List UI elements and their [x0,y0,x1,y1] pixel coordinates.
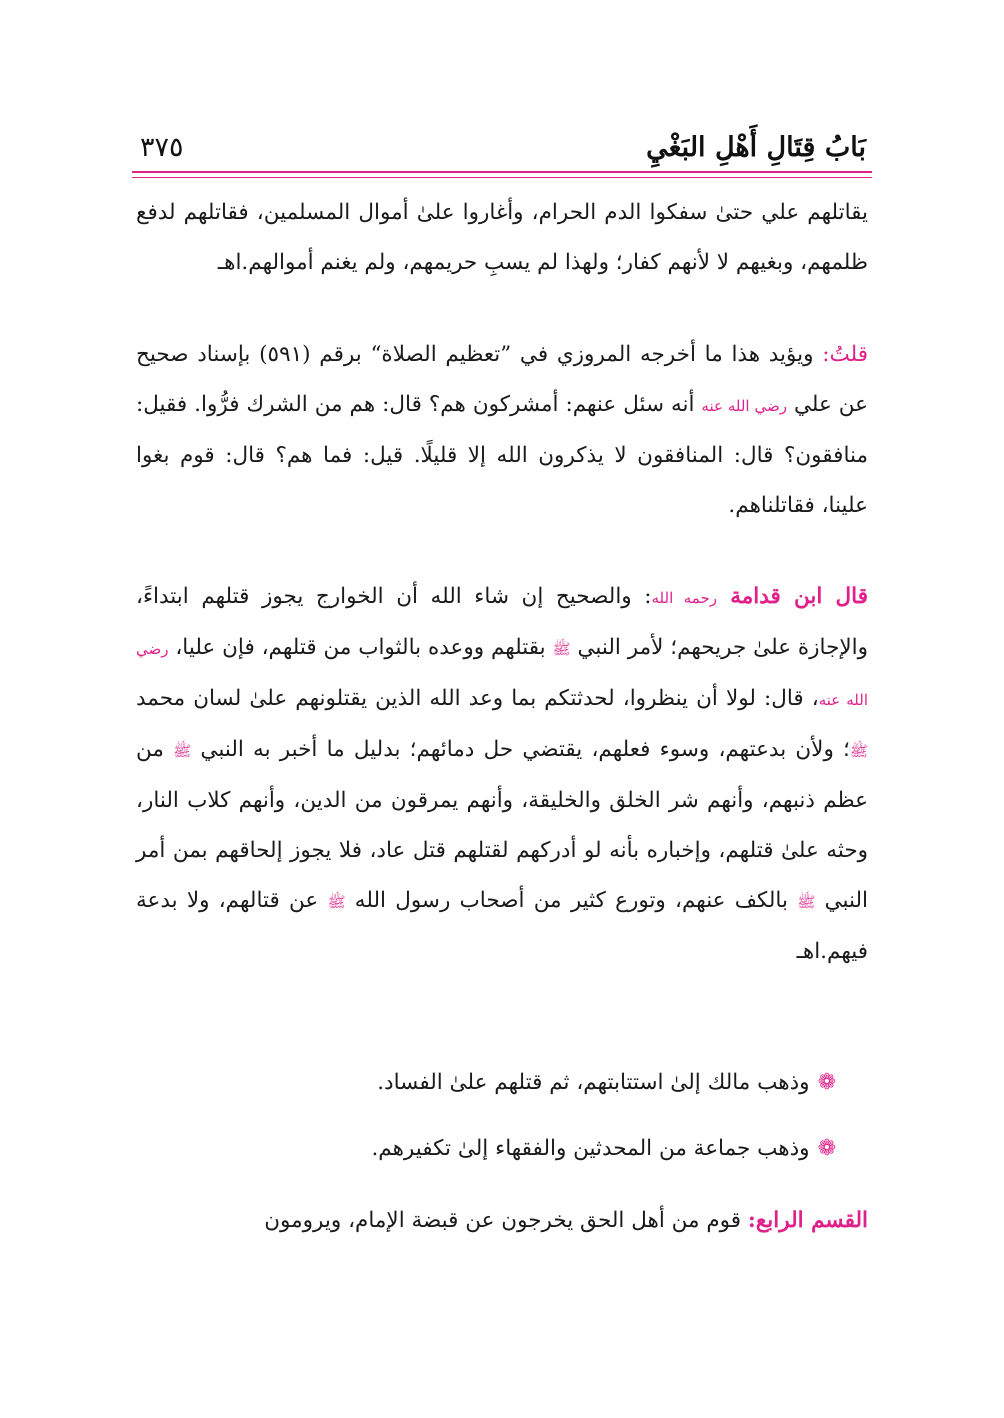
flower-bullet-icon: ❁ [817,1136,836,1161]
header-rule-thick [132,171,872,173]
bullet-text: وذهب مالك إلىٰ استتابتهم، ثم قتلهم علىٰ الفساد. [377,1070,810,1095]
paragraph-segment: : والصحيح إن شاء الله أن الخوارج يجوز قتلهم ابتداءً، والإجازة علىٰ جريحهم؛ لأمر النبي [136,584,868,660]
paragraph-lead: قلتُ: [822,342,868,367]
paragraph-3 [136,572,868,977]
paragraph-segment: بالكف عنهم، وتورع كثير من أصحاب رسول الله [345,888,798,913]
salawat-glyph: ﷺ [552,640,571,658]
paragraph-2 [136,330,868,531]
paragraph-segment: ، قال: لولا أن ينظروا، لحدثتكم بما وعد الله الذين يقتلونهم علىٰ لسان محمد [136,686,819,711]
paragraph-lead: قال ابن قدامة [716,584,868,609]
honorific-glyph: رضي الله عنه [136,640,868,709]
paragraph-lead: القسم الرابع: [747,1208,868,1233]
paragraph-6 [136,1196,868,1246]
paragraph-text [136,1058,836,1108]
honorific-glyph: رضي الله عنه [701,397,787,415]
paragraph-text [136,572,868,977]
running-header [140,128,866,172]
paragraph-segment: ؛ ولأن بدعتهم، وسوء فعلهم، يقتضي حل دمائهم؛ بدليل ما أخبر به النبي [191,737,850,762]
paragraph-segment: أنه سئل عنهم: أمشركون هم؟ قال: هم من الشرك فرُّوا. فقيل: منافقون؟ قال: المنافقون لا يذكرون الله إلا قليلًا. قيل: فما هم؟ قال: قوم بغوا علينا، فقاتلناهم. [136,392,868,518]
header-rule-thin [132,177,872,178]
flower-bullet-icon: ❁ [817,1070,836,1095]
bullet-item-2 [136,1124,868,1174]
paragraph-text [136,330,868,531]
paragraph-text: يقاتلهم علي حتىٰ سفكوا الدم الحرام، وأغاروا علىٰ أموال المسلمين، فقاتلهم لدفع ظلمهم، وبغيهم لا لأنهم كفار؛ ولهذا لم يسبِ حريمهم، ولم يغنم أموالهم.اهـ [136,200,868,275]
paragraph-segment: ويؤيد هذا ما أخرجه المروزي في ”تعظيم الصلاة“ برقم (٥٩١) بإسناد صحيح عن علي [136,342,868,417]
salawat-glyph: ﷺ [797,893,816,911]
salawat-glyph: ﷺ [173,742,192,760]
page-number: ٣٧٥ [140,132,184,163]
paragraph-1 [136,188,868,288]
paragraph-segment: من عظم ذنبهم، وأنهم شر الخلق والخليقة، وأنهم يمرقون من الدين، وأنهم كلاب النار، وحثه علىٰ قتلهم، وإخباره بأنه لو أدركهم لقتلهم قتل عاد، فلا يجوز إلحاقهم بمن أمر النبي [136,737,868,913]
bullet-item-1 [136,1058,868,1108]
paragraph-segment: بقتلهم ووعده بالثواب من قتلهم، فإن عليا، [168,635,553,660]
paragraph-text [136,1196,868,1246]
paragraph-segment: قوم من أهل الحق يخرجون عن قبضة الإمام، ويرومون [264,1208,748,1233]
salawat-glyph: ﷺ [849,742,868,760]
salawat-glyph: ﷺ [327,893,346,911]
honorific-glyph: رحمه الله [651,589,717,607]
paragraph-text [136,1124,836,1174]
bullet-text: وذهب جماعة من المحدثين والفقهاء إلىٰ تكفيرهم. [371,1136,810,1161]
paragraph-segment: عن قتالهم، ولا بدعة فيهم.اهـ [136,888,868,964]
chapter-title: بَابُ قِتَالِ أَهْلِ البَغْيِ [646,132,866,163]
